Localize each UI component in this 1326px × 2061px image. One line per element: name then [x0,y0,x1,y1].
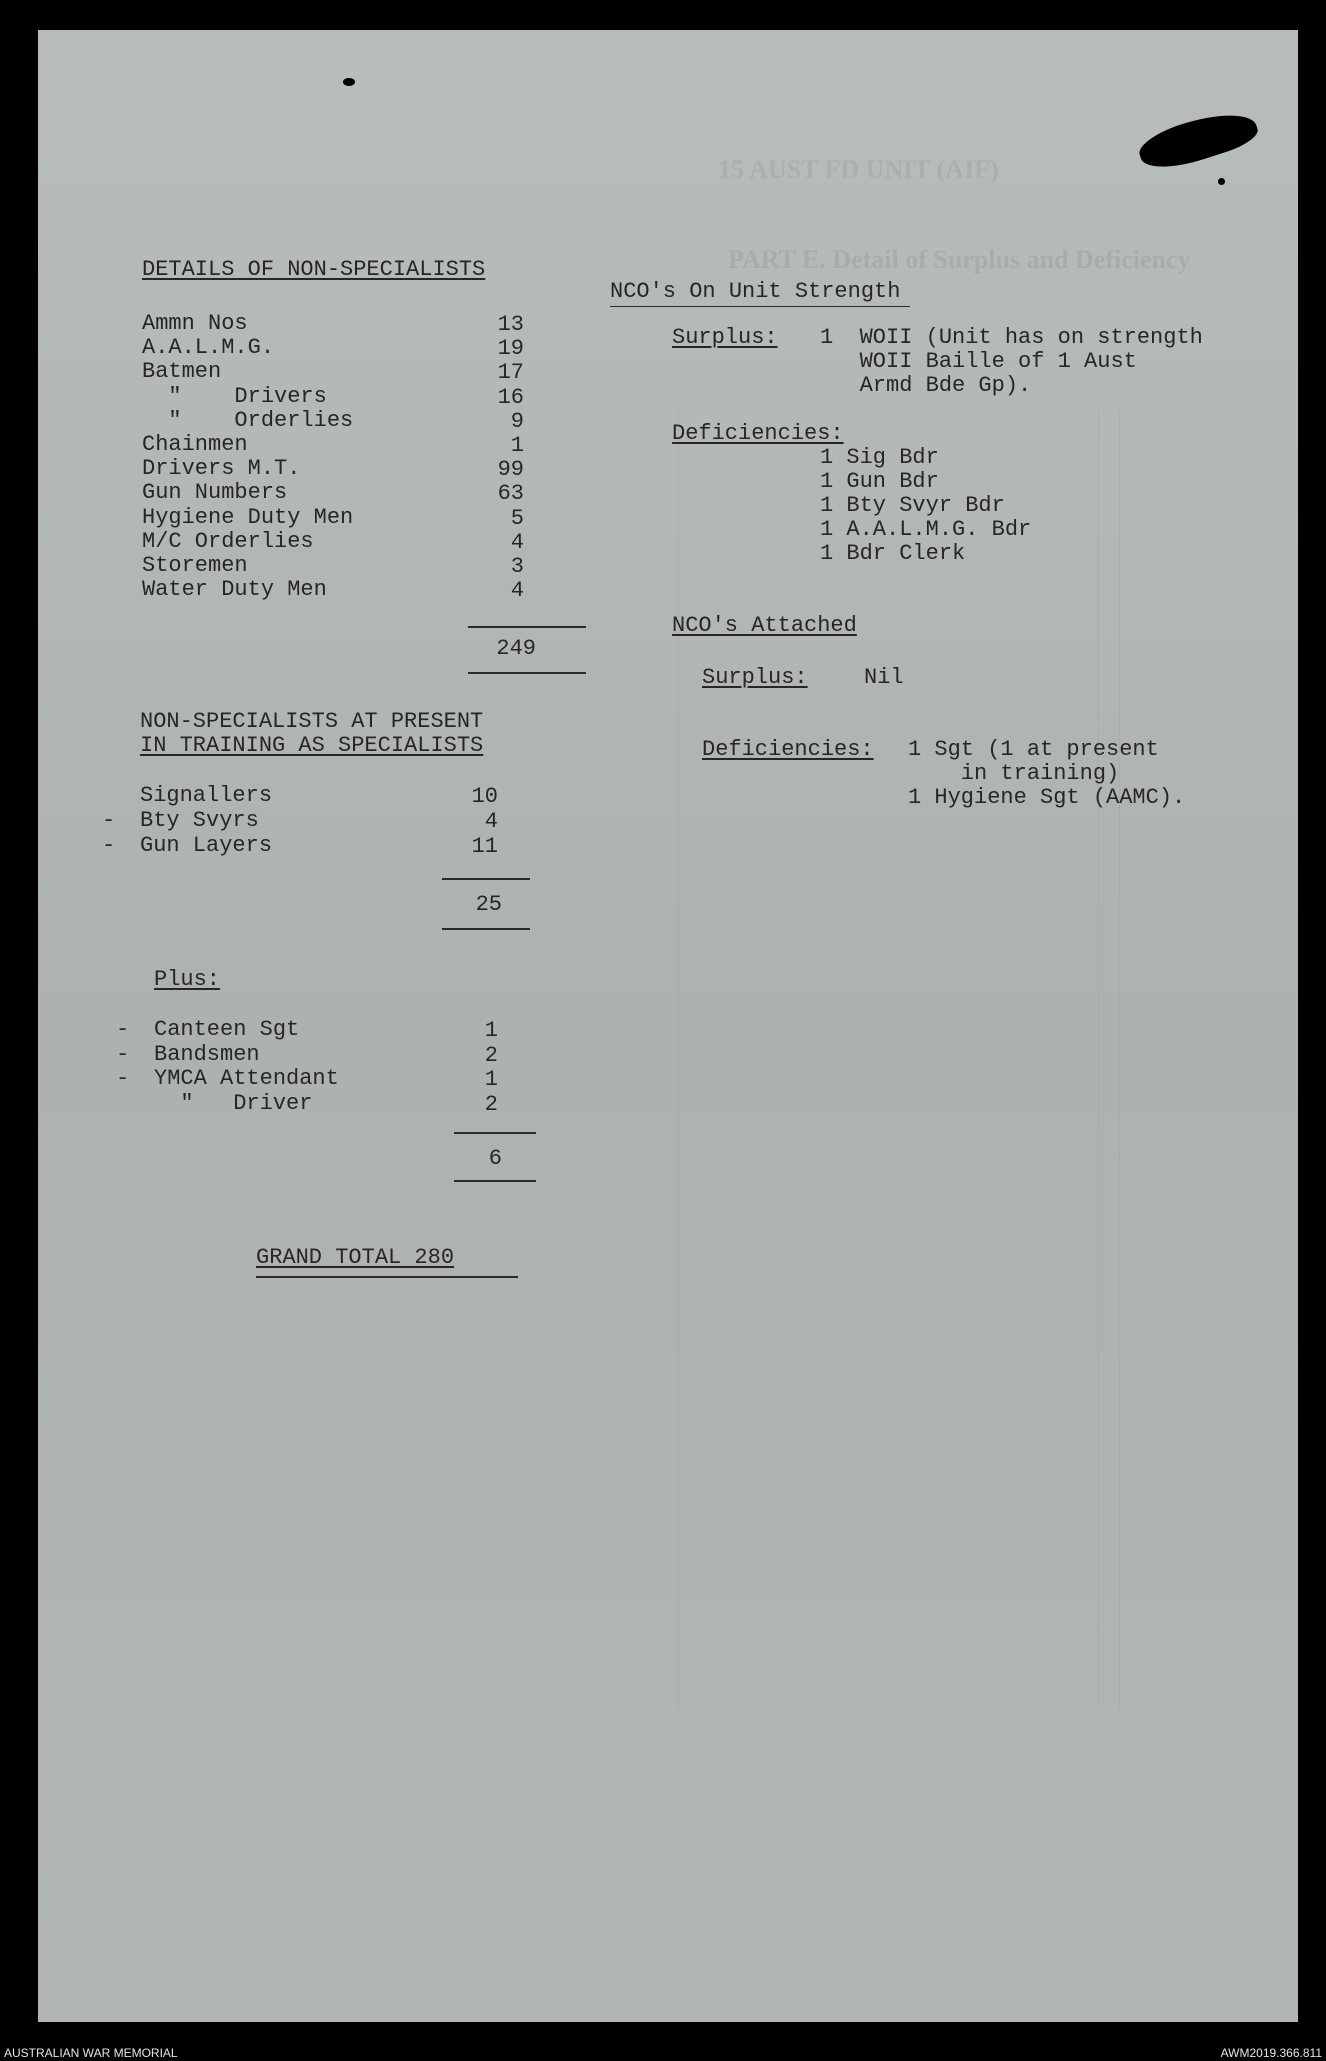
plus-total: 6 [488,1146,502,1171]
plus-row-dash: - [116,1017,130,1042]
punch-hole [343,78,355,86]
training-row-dash: - [102,833,116,858]
total-rule [454,1132,536,1134]
total-rule [454,1180,536,1182]
plus-row-label: Bandsmen [154,1041,260,1067]
training-row-dash: - [102,808,116,833]
nonspec-row-value: 5 [510,505,524,531]
nonspec-row-label: Storemen [142,553,248,578]
plus-row-label: Canteen Sgt [154,1017,300,1042]
training-title-line-1: NON-SPECIALISTS AT PRESENT [140,709,484,734]
nonspec-row-value: 99 [497,457,524,483]
document-page [38,30,1298,2022]
footer-left: AUSTRALIAN WAR MEMORIAL [4,2046,178,2060]
total-rule [442,878,530,880]
plus-row-value: 2 [484,1042,498,1068]
att-deficiency-line: 1 Sgt (1 at present [908,737,1159,762]
footer-right: AWM2019.366.811 [1220,2046,1322,2060]
grand-total-rule [256,1276,518,1278]
nonspec-row-value: 16 [497,384,524,410]
nonspec-row-label: Batmen [142,359,222,385]
deficiency-item: 1 Gun Bdr [820,469,939,494]
nonspec-row-value: 19 [497,336,524,362]
total-rule [468,626,586,628]
nonspec-row-value: 9 [510,408,524,434]
att-surplus-value: Nil [864,665,904,690]
att-deficiency-line: in training) [908,761,1120,786]
nonspec-row-value: 1 [510,433,524,458]
bleed-through-text: 15 AUST FD UNIT (AIF) [718,155,999,184]
nonspec-row-value: 17 [497,360,524,386]
training-row-label: Signallers [140,783,273,808]
deficiencies-label: Deficiencies: [672,421,844,446]
training-title-line-2: IN TRAINING AS SPECIALISTS [140,733,484,758]
deficiency-item: 1 Bdr Clerk [820,541,966,566]
training-row-label: Gun Layers [140,833,273,858]
att-deficiency-line: 1 Hygiene Sgt (AAMC). [908,785,1186,810]
paper-damage [1135,102,1261,177]
punch-hole [1218,178,1225,185]
plus-title: Plus: [154,967,221,992]
nonspec-total: 249 [496,636,536,661]
nonspec-row-label: M/C Orderlies [142,528,314,554]
nonspec-row-value: 63 [497,481,524,507]
nonspec-row-value: 13 [497,312,524,337]
nonspec-row-label: " Orderlies [142,407,354,433]
plus-row-value: 1 [484,1067,498,1092]
training-row-value: 10 [471,784,498,809]
nonspec-row-label: Hygiene Duty Men [142,504,354,530]
plus-row-dash: - [116,1041,130,1067]
surplus-line: Armd Bde Gp). [820,373,1032,398]
training-row-label: Bty Svyrs [140,808,259,833]
total-rule [442,928,530,930]
nonspec-title: DETAILS OF NON-SPECIALISTS [142,257,486,282]
training-row-value: 4 [484,809,498,834]
plus-row-value: 2 [484,1091,498,1117]
surplus-line: 1 WOII (Unit has on strength [820,325,1203,350]
nonspec-row-label: Gun Numbers [142,480,288,506]
nonspec-row-value: 4 [510,529,524,555]
training-row-value: 11 [471,834,498,859]
nonspec-row-label: A.A.L.M.G. [142,335,275,361]
total-rule [468,672,586,674]
grand-total: GRAND TOTAL 280 [256,1245,455,1270]
plus-row-label: " Driver [154,1090,313,1116]
nonspec-row-label: Ammn Nos [142,311,248,336]
att-surplus-label: Surplus: [702,665,808,690]
nco-strength-title: NCO's On Unit Strength [610,279,901,304]
nonspec-row-value: 3 [510,554,524,579]
surplus-label: Surplus: [672,325,778,350]
plus-row-value: 1 [484,1018,498,1043]
surplus-line: WOII Baille of 1 Aust [820,349,1137,374]
bleed-through-grid [678,410,1120,1710]
nonspec-row-value: 4 [510,578,524,604]
deficiency-item: 1 A.A.L.M.G. Bdr [820,517,1032,542]
plus-row-dash: - [116,1066,130,1091]
nonspec-row-label: Chainmen [142,432,248,457]
att-deficiencies-label: Deficiencies: [702,737,874,762]
title-rule [610,306,910,307]
nco-attached-title: NCO's Attached [672,613,857,638]
nonspec-row-label: " Drivers [142,383,327,409]
nonspec-row-label: Drivers M.T. [142,456,301,482]
plus-row-label: YMCA Attendant [154,1066,339,1091]
training-total: 25 [475,892,502,917]
deficiency-item: 1 Bty Svyr Bdr [820,493,1005,518]
bleed-through-text: PART E. Detail of Surplus and Deficiency [728,245,1191,274]
nonspec-row-label: Water Duty Men [142,577,327,603]
deficiency-item: 1 Sig Bdr [820,445,939,470]
